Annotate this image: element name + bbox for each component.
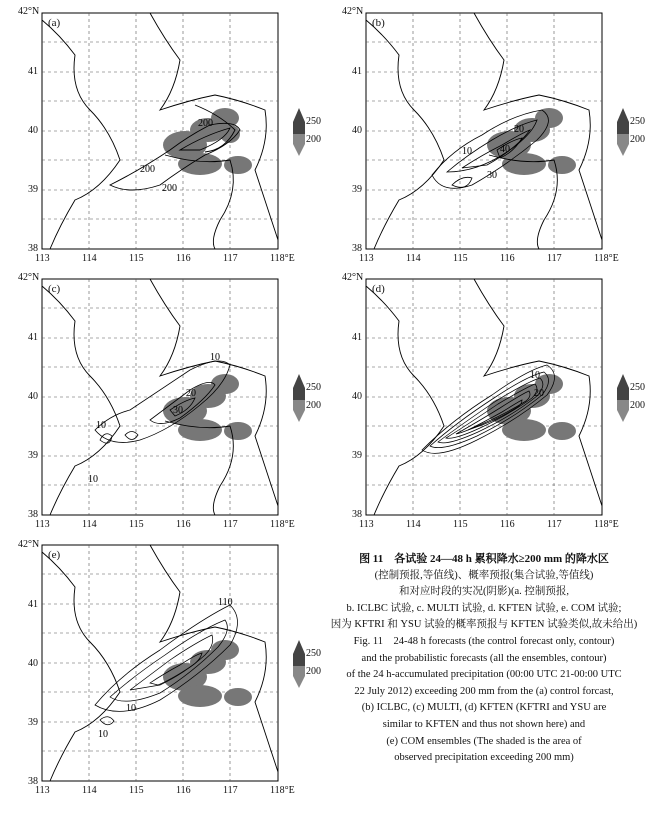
lon-tick: 115: [453, 519, 468, 530]
lon-tick: 117: [223, 785, 238, 796]
lon-tick: 114: [82, 253, 97, 264]
contour-label: 10: [88, 474, 98, 485]
lat-tick: 38: [352, 243, 362, 254]
lon-tick: 116: [500, 253, 515, 264]
lon-tick: 113: [35, 785, 50, 796]
shade-legend: [292, 640, 306, 688]
lon-tick: 118°E: [594, 253, 619, 264]
lat-tick: 40: [28, 125, 38, 136]
lat-tick: 41: [28, 66, 38, 77]
lat-tick: 39: [352, 184, 362, 195]
panel-label-b: (b): [372, 17, 385, 29]
caption-en-line: of the 24 h-accumulated precipitation (00:00 UTC 21-00:00 UTC: [346, 669, 622, 681]
lat-tick: 42°N: [342, 272, 364, 283]
legend-value: 200: [630, 134, 645, 145]
caption-en-line: (b) ICLBC, (c) MULTI, (d) KFTEN (KFTRI and YSU are: [361, 702, 607, 714]
lon-tick: 113: [35, 253, 50, 264]
lat-tick: 39: [28, 450, 38, 461]
contour-label: 10: [530, 370, 540, 381]
caption-en-line: (e) COM ensembles (The shaded is the area of: [386, 735, 582, 747]
contour-label: 10: [98, 729, 108, 740]
legend-value: 250: [630, 382, 645, 393]
lat-tick: 42°N: [18, 539, 40, 550]
legend-value: 250: [630, 116, 645, 127]
lon-tick: 116: [176, 519, 191, 530]
lat-tick: 40: [28, 658, 38, 669]
lon-tick: 115: [129, 519, 144, 530]
lat-tick: 42°N: [18, 272, 40, 283]
caption-en-line: 22 July 2012) exceeding 200 mm from the (a) control forcast,: [354, 685, 614, 697]
lon-tick: 117: [223, 253, 238, 264]
caption-en-line: observed precipitation exceeding 200 mm): [394, 752, 574, 764]
lon-tick: 117: [547, 519, 562, 530]
shade-legend: [292, 108, 306, 156]
contour-label: 200: [198, 118, 213, 129]
map-b: [322, 0, 656, 270]
panel-c: [0, 270, 322, 540]
caption-en-line: similar to KFTEN and thus not shown here) and: [382, 718, 586, 730]
lat-tick: 42°N: [18, 6, 40, 17]
lon-tick: 115: [129, 253, 144, 264]
lat-tick: 42°N: [342, 6, 364, 17]
lat-tick: 39: [28, 717, 38, 728]
caption-en-line: and the probabilistic forecasts (all the ensembles, contour): [361, 652, 607, 664]
panel-label-d: (d): [372, 283, 385, 295]
legend-value: 250: [306, 116, 321, 127]
lon-tick: 114: [406, 519, 421, 530]
contour-label: 110: [218, 597, 233, 608]
caption-zh-line: 图 11 各试验 24—48 h 累积降水≥200 mm 的降水区: [359, 553, 609, 565]
map-a: [0, 0, 322, 270]
contour-label: 30: [173, 405, 183, 416]
legend-value: 200: [306, 134, 321, 145]
lon-tick: 116: [176, 785, 191, 796]
legend-value: 200: [306, 400, 321, 411]
lat-tick: 39: [352, 450, 362, 461]
lon-tick: 118°E: [270, 253, 295, 264]
lon-tick: 117: [547, 253, 562, 264]
shade-legend: [616, 108, 630, 156]
contour-label: 20: [186, 388, 196, 399]
lon-tick: 114: [82, 785, 97, 796]
legend-value: 200: [630, 400, 645, 411]
lat-tick: 41: [28, 332, 38, 343]
lat-tick: 41: [28, 599, 38, 610]
legend-value: 250: [306, 382, 321, 393]
lon-tick: 113: [359, 519, 374, 530]
panel-label-e: (e): [48, 549, 61, 561]
panel-b: [322, 0, 656, 270]
lon-tick: 113: [35, 519, 50, 530]
contour-label: 10: [210, 352, 220, 363]
figure-caption: [318, 551, 650, 767]
contour-label: 10: [462, 146, 472, 157]
lat-tick: 40: [352, 391, 362, 402]
lat-tick: 38: [352, 509, 362, 520]
lon-tick: 114: [406, 253, 421, 264]
panel-label-a: (a): [48, 17, 61, 29]
caption-en-line: Fig. 11 24-48 h forecasts (the control forecast only, contour): [353, 635, 615, 647]
caption-zh-line: (控制预报,等值线)、概率预报(集合试验,等值线): [374, 569, 594, 581]
legend-value: 250: [306, 648, 321, 659]
contour-label: 40: [500, 144, 510, 155]
contour-label: 10: [126, 703, 136, 714]
panel-a: [0, 0, 322, 270]
lon-tick: 115: [129, 785, 144, 796]
shade-legend: [616, 374, 630, 422]
lon-tick: 115: [453, 253, 468, 264]
caption-zh-line: b. ICLBC 试验, c. MULTI 试验, d. KFTEN 试验, e. COM 试验;: [346, 602, 622, 614]
lon-tick: 118°E: [594, 519, 619, 530]
lon-tick: 117: [223, 519, 238, 530]
lon-tick: 118°E: [270, 785, 295, 796]
lat-tick: 39: [28, 184, 38, 195]
lon-tick: 114: [82, 519, 97, 530]
lon-tick: 116: [500, 519, 515, 530]
map-d: [322, 270, 656, 540]
legend-value: 200: [306, 666, 321, 677]
contour-label: 200: [162, 183, 177, 194]
map-c: [0, 270, 322, 540]
panel-e: [0, 535, 322, 808]
lat-tick: 40: [28, 391, 38, 402]
contour-label: 200: [140, 164, 155, 175]
caption-zh-line: 因为 KFTRI 和 YSU 试验的概率预报与 KFTEN 试验类似,故未给出): [330, 619, 638, 631]
contour-label: 30: [487, 170, 497, 181]
lon-tick: 113: [359, 253, 374, 264]
lat-tick: 41: [352, 66, 362, 77]
lat-tick: 38: [28, 776, 38, 787]
lat-tick: 38: [28, 243, 38, 254]
contour-label: 20: [534, 388, 544, 399]
panel-label-c: (c): [48, 283, 61, 295]
lat-tick: 38: [28, 509, 38, 520]
panel-d: [322, 270, 656, 540]
lon-tick: 118°E: [270, 519, 295, 530]
map-e: [0, 535, 322, 808]
contour-label: 10: [96, 420, 106, 431]
contour-label: 20: [514, 124, 524, 135]
lat-tick: 40: [352, 125, 362, 136]
shade-legend: [292, 374, 306, 422]
caption-zh-line: 和对应时段的实况(阴影)(a. 控制预报,: [398, 586, 570, 598]
lon-tick: 116: [176, 253, 191, 264]
lat-tick: 41: [352, 332, 362, 343]
